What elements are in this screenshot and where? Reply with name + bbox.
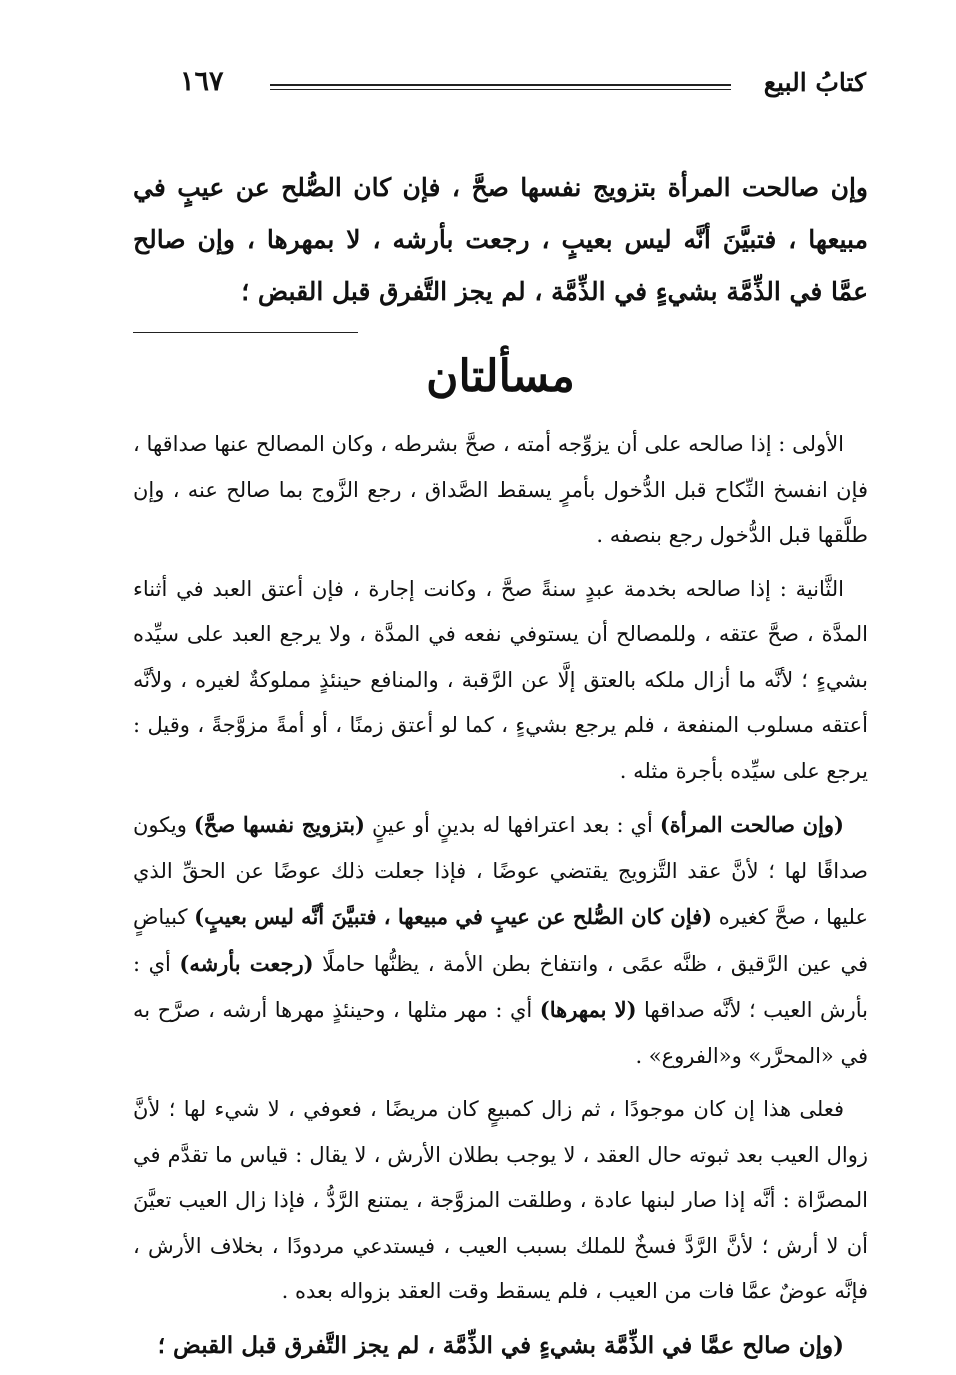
page-header <box>130 66 866 106</box>
commentary-text: أي : بأرش العيب ؛ لأنَّه صداقها <box>133 951 869 1022</box>
page-number: ١٦٧ <box>180 66 224 97</box>
commentary-text: أي : مهر مثلها ، وحينئذٍ مهرها أرشه ، صرَّح به في «المحرَّر» و«الفروع» . <box>133 998 868 1068</box>
quoted-matn: (رجعت بأرشه) <box>179 950 314 976</box>
quoted-matn: (فإن كان الصُّلح عن عيبٍ في مبيعها ، فتبيَّنَ أنَّه ليس بعيبٍ) <box>194 904 713 929</box>
running-title: كتابُ البيع <box>763 68 866 97</box>
paragraph-consequence: فعلى هذا إن كان موجودًا ، ثم زال كمبيعٍ كان مريضًا ، فعوفي ، لا شيء لها ؛ لأنَّ زوال العيب بعد ثبوته حال العقد ، لا يوجب بطلان الأرش ، لا يقال : قياس ما تقدَّم في المصرَّاة : أنَّه إذا صار لبنها عادة ، وطلقت المزوَّجة ، يمتنع الرَّدُّ ، فإذا زال العيب تعيَّنَ أن لا أرش ؛ لأنَّ الرَّدَّ فسخٌ للملك بسبب العيب ، فيستدعي مردودًا ، بخلاف الأرش ، فإنَّه عوضٌ عمَّا فات من العيب ، فلم يسقط وقت العقد بزواله بعده . <box>133 1097 868 1303</box>
paragraph-first-issue: الأولى : إذا صالحه على أن يزوِّجه أمته ، صحَّ بشرطه ، وكان المصالح عنها صداقها ، فإن انفسخ النِّكاح قبل الدُّخول بأمرٍ يسقط الصَّداق ، رجع الزَّوج بما صالح عنه ، وإن طلَّقها قبل الدُّخول رجع بنصفه . <box>133 432 868 547</box>
commentary-text: ويكون صداقًا لها ؛ لأنَّ عقد التَّزويج يقتضي عوضًا ، فإذا جعلت ذلك عوضًا عن الحقِّ الذي عليها ، صحَّ كغيره <box>133 813 868 929</box>
commentary-text: كبياضٍ في عين الرَّقيق ، ظنَّه عمًى ، وانتفاخ بطن الأمة ، يظنُّها حاملًا <box>133 905 868 976</box>
quoted-matn: (بتزويج نفسها صحَّ) <box>193 812 365 837</box>
quoted-matn: (لا بمهرها) <box>539 997 637 1022</box>
section-title: مسألتان <box>426 351 575 402</box>
matn-divider <box>133 332 358 333</box>
header-rule <box>270 84 731 90</box>
matn-text: وإن صالحت المرأة بتزويج نفسها صحَّ ، فإن كان الصُّلح عن عيبٍ في مبيعها ، فتبيَّنَ أنَّه ليس بعيبٍ ، رجعت بأرشه ، لا بمهرها ، وإن صالح عمَّا في الذِّمَّة بشيءٍ في الذِّمَّة ، لم يجز التَّفرق قبل القبض ؛ <box>133 173 868 306</box>
page-content <box>133 162 868 1369</box>
quoted-matn: (وإن صالحت المرأة) <box>659 812 844 837</box>
quoted-matn-final: (وإن صالح عمَّا في الذِّمَّة بشيءٍ في الذِّمَّة ، لم يجز التَّفرق قبل القبض ؛ <box>157 1331 844 1359</box>
paragraph-commentary <box>133 802 868 1079</box>
paragraph-second-issue: الثَّانية : إذا صالحه بخدمة عبدٍ سنةً صحَّ ، وكانت إجارة ، فإن أعتق العبد في أثناء المدَّة ، صحَّ عتقه ، وللمصالح أن يستوفي نفعه في المدَّة ، ولا يرجع العبد على سيِّده بشيءٍ ؛ لأنَّه ما أزال ملكه بالعتق إلَّا عن الرَّقبة ، والمنافع حينئذٍ مملوكةٌ لغيره ، ولأنَّه أعتقه مسلوب المنفعة ، فلم يرجع بشيءٍ ، كما لو أعتق زمنًا ، أو أمةً مزوَّجةً ، وقيل : يرجع على سيِّده بأجرة مثله . <box>133 576 868 783</box>
commentary-text: أي : بعد اعترافها له بدينٍ أو عينٍ <box>365 813 660 837</box>
